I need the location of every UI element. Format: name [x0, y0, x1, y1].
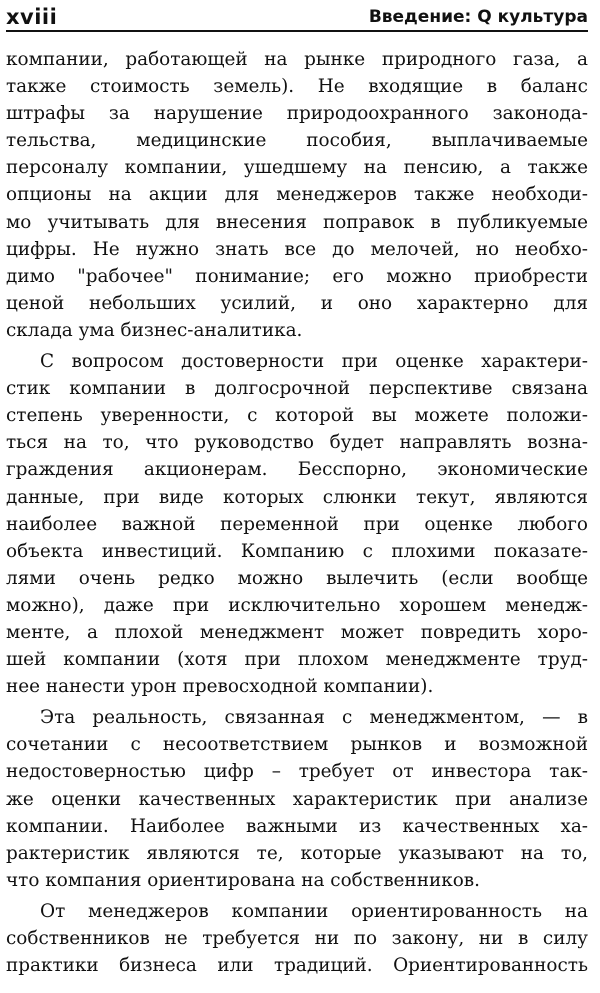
text-line: мо учитывать для внесения поправок в публикуемые [6, 211, 588, 233]
text-line: также стоимость земель). Не входящие в баланс [6, 76, 588, 98]
text-line: рактеристик являются те, которые указывают на то, [6, 842, 588, 864]
running-head [6, 0, 588, 32]
text-line: граждения акционерам. Бесспорно, экономические [6, 459, 588, 481]
text-line: менте, а плохой менеджмент может повредить хоро- [6, 621, 588, 643]
text-line: тельства, медицинские пособия, выплачиваемые [6, 130, 588, 152]
text-line: нее нанести урон превосходной компании). [6, 676, 434, 698]
section-title: Введение: Q культура [368, 7, 588, 27]
text-line: штрафы за нарушение природоохранного законода- [6, 103, 588, 125]
text-line: данные, при виде которых слюнки текут, являются [6, 486, 588, 508]
text-line: что компания ориентирована на собственников. [6, 869, 480, 891]
paragraph [6, 898, 588, 979]
paragraph [6, 46, 588, 344]
text-line: С вопросом достоверности при оценке характери- [40, 351, 588, 373]
text-line: объекта инвестиций. Компанию с плохими показате- [6, 540, 588, 562]
text-line: склада ума бизнес-аналитика. [6, 319, 303, 341]
text-line: сочетании с несоответствием рынков и возможной [6, 734, 588, 756]
text-line: димо "рабочее" понимание; его можно приобрести [6, 265, 588, 287]
page-number: xviii [6, 5, 58, 29]
text-line: шей компании (хотя при плохом менеджменте труд- [6, 649, 588, 671]
text-line: Эта реальность, связанная с менеджментом, — в [40, 707, 588, 729]
text-line: ценой небольших усилий, и оно характерно для [6, 292, 588, 314]
text-line: цифры. Не нужно знать все до мелочей, но необхо- [6, 238, 588, 260]
text-line: собственников не требуется ни по закону, ни в силу [6, 928, 588, 949]
text-line: ться на то, что руководство будет направлять возна- [6, 432, 588, 454]
text-line: компании, работающей на рынке природного газа, а [6, 49, 588, 70]
paragraph [6, 704, 588, 894]
text-line: От менеджеров компании ориентированность на [40, 900, 588, 922]
text-line: степень уверенности, с которой вы можете положи- [6, 405, 588, 427]
text-line: наиболее важной переменной при оценке любого [6, 513, 588, 535]
body-text [6, 46, 588, 979]
text-line: опционы на акции для менеджеров также необходи- [6, 184, 588, 206]
text-line: можно), даже при исключительно хорошем менедж- [6, 594, 588, 616]
paragraph [6, 348, 588, 700]
text-line: же оценки качественных характеристик при анализе [6, 788, 588, 810]
text-line: недостоверностью цифр – требует от инвестора так- [6, 761, 588, 783]
text-line: компании. Наиболее важными из качественных ха- [6, 815, 588, 837]
text-line: практики бизнеса или традиций. Ориентированность [6, 955, 588, 977]
text-line: стик компании в долгосрочной перспективе связана [6, 378, 588, 400]
text-line: лями очень редко можно вылечить (если вообще [6, 567, 588, 589]
text-line: персоналу компании, ушедшему на пенсию, а также [6, 157, 588, 179]
